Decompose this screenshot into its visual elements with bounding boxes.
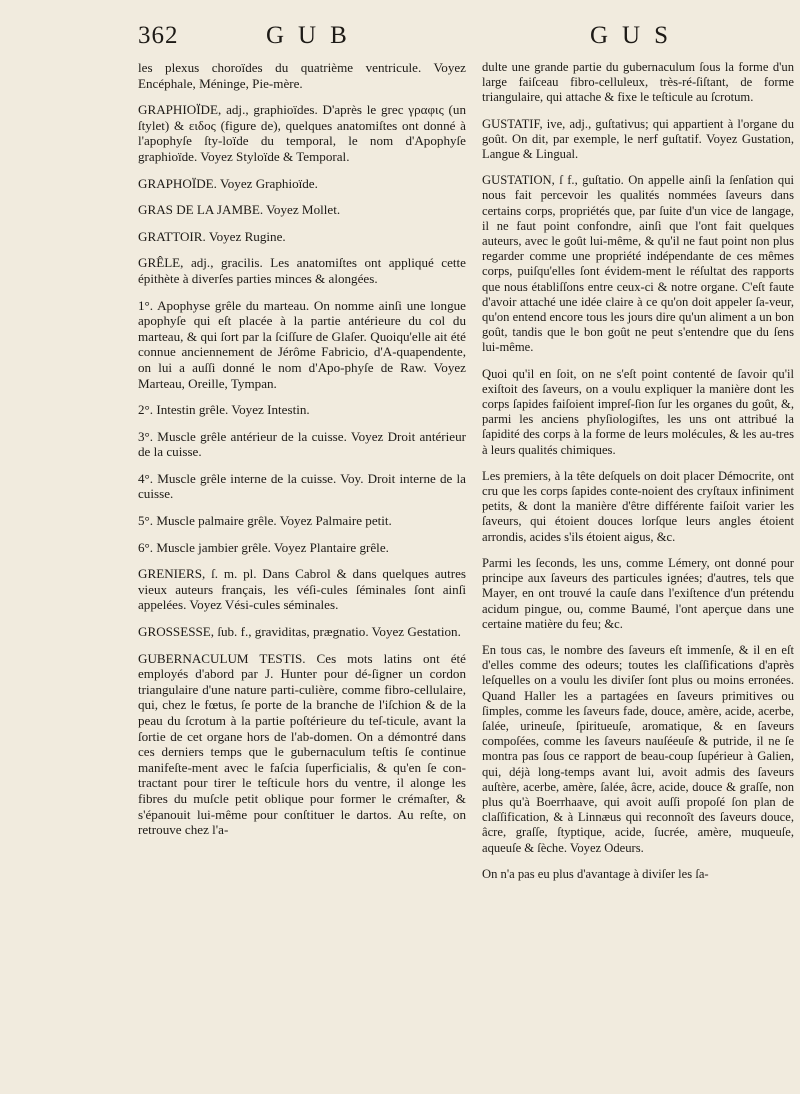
entry-grele: GRÊLE, adj., gracilis. Les anatomiſtes ont appliqué cette épithète à diverſes parties minces & alongées. [138, 255, 466, 286]
entry-graphoide: GRAPHOÏDE. Voyez Graphioïde. [138, 175, 318, 191]
sub-entry: 4°. Muscle grêle interne de la cuisse. Voy. Droit interne de la cuisse. [138, 470, 466, 502]
entry-grattoir: GRATTOIR. Voyez Rugine. [138, 228, 286, 244]
paragraph: En tous cas, le nombre des ſaveurs eſt immenſe, & il en eſt d'elles comme des odeurs; toutes les claſſifications d'après leſquelles on a voulu les diviſer ſont plus ou moins erronées. Quand Haller les a partagées en ſaveurs primitives ou ſimples, comme les ſaveurs fade, douce, amère, acide, acerbe, ſalée, urineuſe, ſpiritueuſe, aromatique, & en ſaveurs compoſées, comme les ſaveurs nauſéeuſe & putride, il ne ſe montra pas ſous ce rapport de beau-coup ſupérieur à Galien, qui, déjà long-temps avant lui, avoit admis des ſaveurs auſtère, acerbe, amère, ſalée, âcre, acide, douce & graſſe, non plus qu'à Boerrhaave, qui avoit auſſi propoſé ſon plan de claſſification, & à Linnæus qui reconnoît des ſaveurs douce, âcre, graſſe, ſtyptique, acide, ſucrée, amère, muqueuſe, aqueuſe & ſèche. Voyez Odeurs. [482, 642, 794, 855]
left-running-head: GUB [266, 22, 361, 49]
sub-entry: 3°. Muscle grêle antérieur de la cuisse. Voyez Droit antérieur de la cuisse. [138, 428, 466, 460]
entry-gustatif: GUSTATIF, ive, adj., guſtativus; qui appartient à l'organe du goût. On dit, par exemple, le nerf guſtatif. Voyez Gustation, Langue & Lingual. [482, 116, 794, 162]
paragraph: Parmi les ſeconds, les uns, comme Lémery, ont donné pour principe aux ſaveurs des particules ignées; d'autres, tels que Mayer, en ont trouvé la cauſe dans l'exiſtence d'un prétendu acidum pingue, ou, comme Baumé, l'ont aperçue dans une certaine matière du feu; &c. [482, 555, 794, 631]
entry-gustation: GUSTATION, ſ f., guſtatio. On appelle ainſi la ſenſation qui nous fait percevoir les qualités nommées ſaveurs dans certains corps, propriétés que, par ſuite d'un vice de langage, il ne faut point confondre, ainſi que l'ont fait quelques auteurs, avec le goût lui-même, & qu'il ne faut point non plus regarder comme une propriété indépendante de ces mêmes corps, puiſqu'elles ſont évidem-ment le réſultat des rapports que nous établiſſons entre ceux-ci & notre organe. C'eſt faute d'avoir attaché une idée claire à ce qu'on doit appeler ſa-veur, qu'on entend encore tous les jours dire qu'un aliment a un bon goût, tandis que le bon goût ne peut s'entendre que du ſens lui-même. [482, 173, 794, 355]
paragraph: Les premiers, à la tête deſquels on doit placer Démocrite, ont cru que les corps ſapides conte-noient des cryſtaux infiniment petits, & dont la manière d'être différente faiſoit varier les ſaveurs, qui étoient douces lorſque leurs angles étoient arrondis, acides s'ils étoient aigus, &c. [482, 468, 794, 544]
left-column [138, 60, 466, 849]
sub-entry: 1°. Apophyse grêle du marteau. On nomme ainſi une longue apophyſe qui eſt placée à la partie antérieure du col du marteau, & qui ſort par la ſciſſure de Glaſer. Quoiqu'elle ait été connue anciennement de Jérôme Fabricio, d'A-quapendente, on lui a auſſi donné le nom d'Apo-phyſe de Raw. Voyez Marteau, Oreille, Tympan. [138, 297, 466, 391]
sub-entry: 5°. Muscle palmaire grêle. Voyez Palmaire petit. [138, 513, 392, 529]
running-header [138, 22, 682, 54]
entry-gras-de-la-jambe: GRAS DE LA JAMBE. Voyez Mollet. [138, 202, 341, 218]
paragraph: les plexus choroïdes du quatrième ventricule. Voyez Encéphale, Méninge, Pie-mère. [138, 60, 466, 91]
entry-gubernaculum: GUBERNACULUM TESTIS. Ces mots latins ont été employés d'abord par J. Hunter pour dé-ſigner un cordon triangulaire d'une nature parti-culière, comme fibro-cellulaire, qui, chez le fœtus, ſe porte de la branche de l'iſchion & de la peau du ſcrotum à la partie poſtérieure du teſ-ticule, avant la ſortie de cet organe hors de l'ab-domen. On a démontré dans ces derniers temps que le gubernaculum teſtis ſe continue manifeſte-ment avec le faſcia ſuperficialis, & qu'en ſe con-tractant pour tirer le teſticule hors du ventre, il alonge les fibres du muſcle petit oblique pour former le crémaſter, & s'épanouit lui-même pour conſtituer le dartos. Au reſte, on retrouve chez l'a- [138, 650, 466, 838]
paragraph: dulte une grande partie du gubernaculum ſous la forme d'un large faiſceau fibro-celluleux, très-ré-ſiſtant, de forme triangulaire, qui attache & fixe le teſticule au ſcrotum. [482, 60, 794, 105]
paragraph: Quoi qu'il en ſoit, on ne s'eſt point contenté de ſavoir qu'il exiſtoit des ſaveurs, on a voulu expliquer la manière dont les corps ſapides faiſoient impreſ-ſion ſur les organes du goût, &, parmi les anciens phyſiologiſtes, les uns ont attribué la ſapidité des corps à la forme de leurs molécules, & les au-tres à leurs qualités chimiques. [482, 366, 794, 457]
entry-graphioide: GRAPHIOÏDE, adj., graphioïdes. D'après le grec γραφις (un ſtylet) & ειδος (figure de), quelques anatomiſtes ont donné à l'apophyſe ſty-loïde du temporal, le nom d'Apophyſe graphioïde. Voyez Styloïde & Temporal. [138, 102, 466, 164]
entry-grossesse: GROSSESSE, ſub. f., graviditas, prægnatio. Voyez Gestation. [138, 624, 461, 640]
entry-greniers: GRENIERS, ſ. m. pl. Dans Cabrol & dans quelques autres vieux auteurs français, les véſi-cules ſéminales ſont ainſi appelées. Voyez Vési-cules séminales. [138, 566, 466, 613]
right-running-head: GUS [590, 22, 683, 49]
sub-entry: 6°. Muscle jambier grêle. Voyez Plantaire grêle. [138, 539, 389, 555]
page-number: 362 [138, 22, 179, 49]
right-column [482, 60, 794, 893]
sub-entry: 2°. Intestin grêle. Voyez Intestin. [138, 402, 310, 418]
paragraph: On n'a pas eu plus d'avantage à diviſer les ſa- [482, 866, 709, 881]
